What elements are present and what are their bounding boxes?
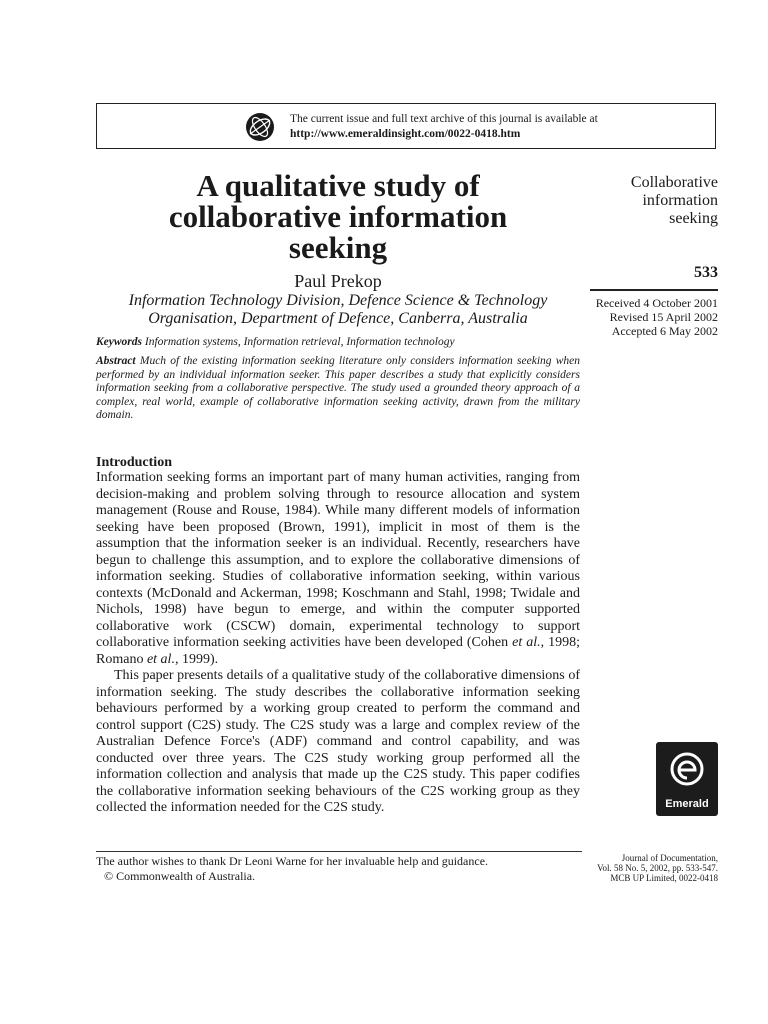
introduction-body [96,470,580,817]
page-number: 533 [694,264,718,281]
citation-etal: et al. [146,651,175,667]
journal-volume: Vol. 58 No. 5, 2002, pp. 533-547. [597,863,718,873]
banner-availability-text: The current issue and full text archive of this journal is available at [290,113,598,125]
revised-date: Revised 15 April 2002 [609,310,718,324]
acknowledgement: The author wishes to thank Dr Leoni Warne for her invaluable help and guidance. [96,854,489,868]
journal-name: Journal of Documentation, [621,853,718,863]
running-head [580,174,718,228]
journal-citation [580,853,718,883]
abstract-text: Much of the existing information seeking literature only considers information seeking when performed by an individual information seeker. This paper describes a study that explicitly considers information seeking from a collaborative perspective. The study used a grounded theory approach of a complex, real world, example of collaborative information seeking activity, drawn from the military domain. [96,355,581,421]
keywords-label: Keywords [96,336,142,348]
footnote [96,854,586,884]
abstract-label: Abstract [96,355,136,367]
running-head-line: Collaborative [630,174,718,191]
journal-publisher: MCB UP Limited, 0022-0418 [610,873,718,883]
emerald-logo [656,742,718,816]
footnote-divider [96,851,582,852]
accepted-date: Accepted 6 May 2002 [611,324,718,338]
citation-etal: et al. [512,635,541,650]
title-line: seeking [288,230,388,265]
submission-dates [580,296,718,338]
title-line: A qualitative study of [196,168,480,203]
section-heading-introduction: Introduction [96,455,172,470]
banner-text [290,112,598,142]
publisher-name: Emerald [665,798,709,810]
journal-archive-banner [96,103,716,149]
emerald-globe-icon [245,112,275,142]
paragraph [96,470,580,668]
running-head-line: information [642,192,718,209]
keywords-list: Information systems, Information retrieval, Information technology [144,336,455,348]
running-head-line: seeking [669,210,718,227]
author-name: Paul Prekop [294,271,382,291]
affiliation-line: Organisation, Department of Defence, Canberra, Australia [148,310,528,327]
author-affiliation [96,292,580,328]
keywords [96,335,586,349]
paragraph-text: Information seeking forms an important part of many human activities, ranging from decision-making and problem solving through to resource allocation and system management (Rouse and Rouse, 1984). While many different models of information seeking have been proposed (Brown, 1991), implicit in most of them is the assumption that the information seeker is an individual. Recently, researchers have begun to challenge this assumption, and to explore the collaborative dimensions of information seeking. Studies of collaborative information seeking, within various contexts (McDonald and Ackerman, 1998; Koschmann and Stahl, 1998; Twidale and Nichols, 1998) have begun to emerge, and within the computer supported collaborative work (CSCW) domain, experimental technology to support collaborative information seeking activities have been developed (Cohen [96,470,580,650]
journal-url-link[interactable]: http://www.emeraldinsight.com/0022-0418.htm [290,128,521,140]
received-date: Received 4 October 2001 [595,296,718,310]
copyright-notice: © Commonwealth of Australia. [104,869,256,883]
abstract [96,355,580,423]
emerald-logo-icon [668,750,706,788]
paragraph-text: , 1999). [174,651,219,667]
affiliation-line: Information Technology Division, Defence Science & Technology [128,292,548,309]
title-line: collaborative information [168,199,508,234]
paragraph-text: , 1998; Romano [96,635,581,667]
article-title [96,170,580,263]
sidebar-divider [590,289,718,291]
paragraph: This paper presents details of a qualitative study of the collaborative dimensions of information seeking. The study describes the collaborative information seeking behaviours performed by a working group created to perform the command and control support (C2S) study. The C2S study was a large and complex review of the Australian Defence Force's (ADF) command and control capability, and was conducted over three years. The C2S study working group performed all the information collection and analysis that made up the C2S study. This paper codifies the collaborative information seeking behaviours of the C2S working group as they collected the information needed for the C2S study. [96,668,580,815]
